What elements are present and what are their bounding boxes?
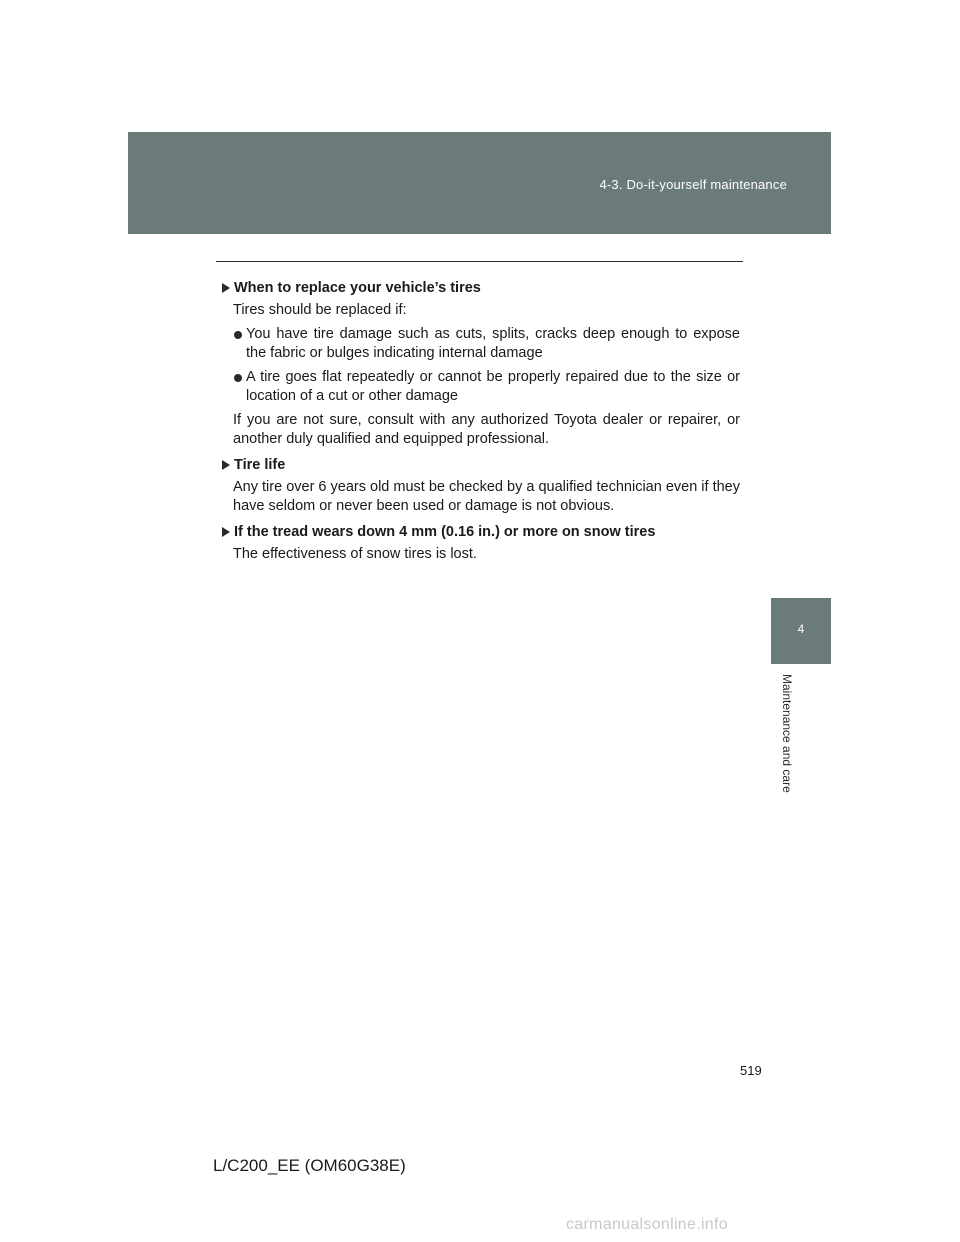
document-code: L/C200_EE (OM60G38E) <box>213 1156 406 1175</box>
replace-note: If you are not sure, consult with any authorized Toyota dealer or repairer, or another duly qualified and equipped professional. <box>233 412 740 447</box>
page-number: 519 <box>740 1063 762 1078</box>
watermark: carmanualsonline.info <box>566 1216 728 1233</box>
chapter-tab <box>771 598 831 664</box>
chapter-label <box>780 674 815 814</box>
heading-text: Tire life <box>234 457 286 473</box>
section-marker-icon <box>222 283 230 293</box>
chapter-number: 4 <box>797 622 805 636</box>
heading-text: When to replace your vehicle’s tires <box>234 280 481 296</box>
section-title: 4-3. Do-it-yourself maintenance <box>599 177 787 192</box>
section-divider <box>216 261 743 262</box>
heading-tire-life <box>222 456 740 475</box>
bullet-text: A tire goes flat repeatedly or cannot be properly repaired due to the size or location of a cut or other damage <box>246 369 740 404</box>
replace-intro: Tires should be replaced if: <box>233 302 407 318</box>
bullet-item <box>222 325 740 363</box>
page-content <box>222 279 740 564</box>
tire-life-body: Any tire over 6 years old must be checked by a qualified technician even if they have seldom or never been used or damage is not obvious. <box>233 479 740 514</box>
snow-tread-body: The effectiveness of snow tires is lost. <box>233 546 477 562</box>
heading-snow-tread <box>222 523 740 542</box>
heading-text: If the tread wears down 4 mm (0.16 in.) or more on snow tires <box>234 524 656 540</box>
heading-when-to-replace <box>222 279 740 298</box>
section-marker-icon <box>222 527 230 537</box>
chapter-label-text: Maintenance and care <box>780 674 794 793</box>
bullet-item <box>222 368 740 406</box>
header-band <box>128 132 831 234</box>
bullet-text: You have tire damage such as cuts, splits, cracks deep enough to expose the fabric or bulges indicating internal damage <box>246 326 740 361</box>
section-marker-icon <box>222 460 230 470</box>
bullet-icon <box>234 374 242 382</box>
bullet-icon <box>234 331 242 339</box>
